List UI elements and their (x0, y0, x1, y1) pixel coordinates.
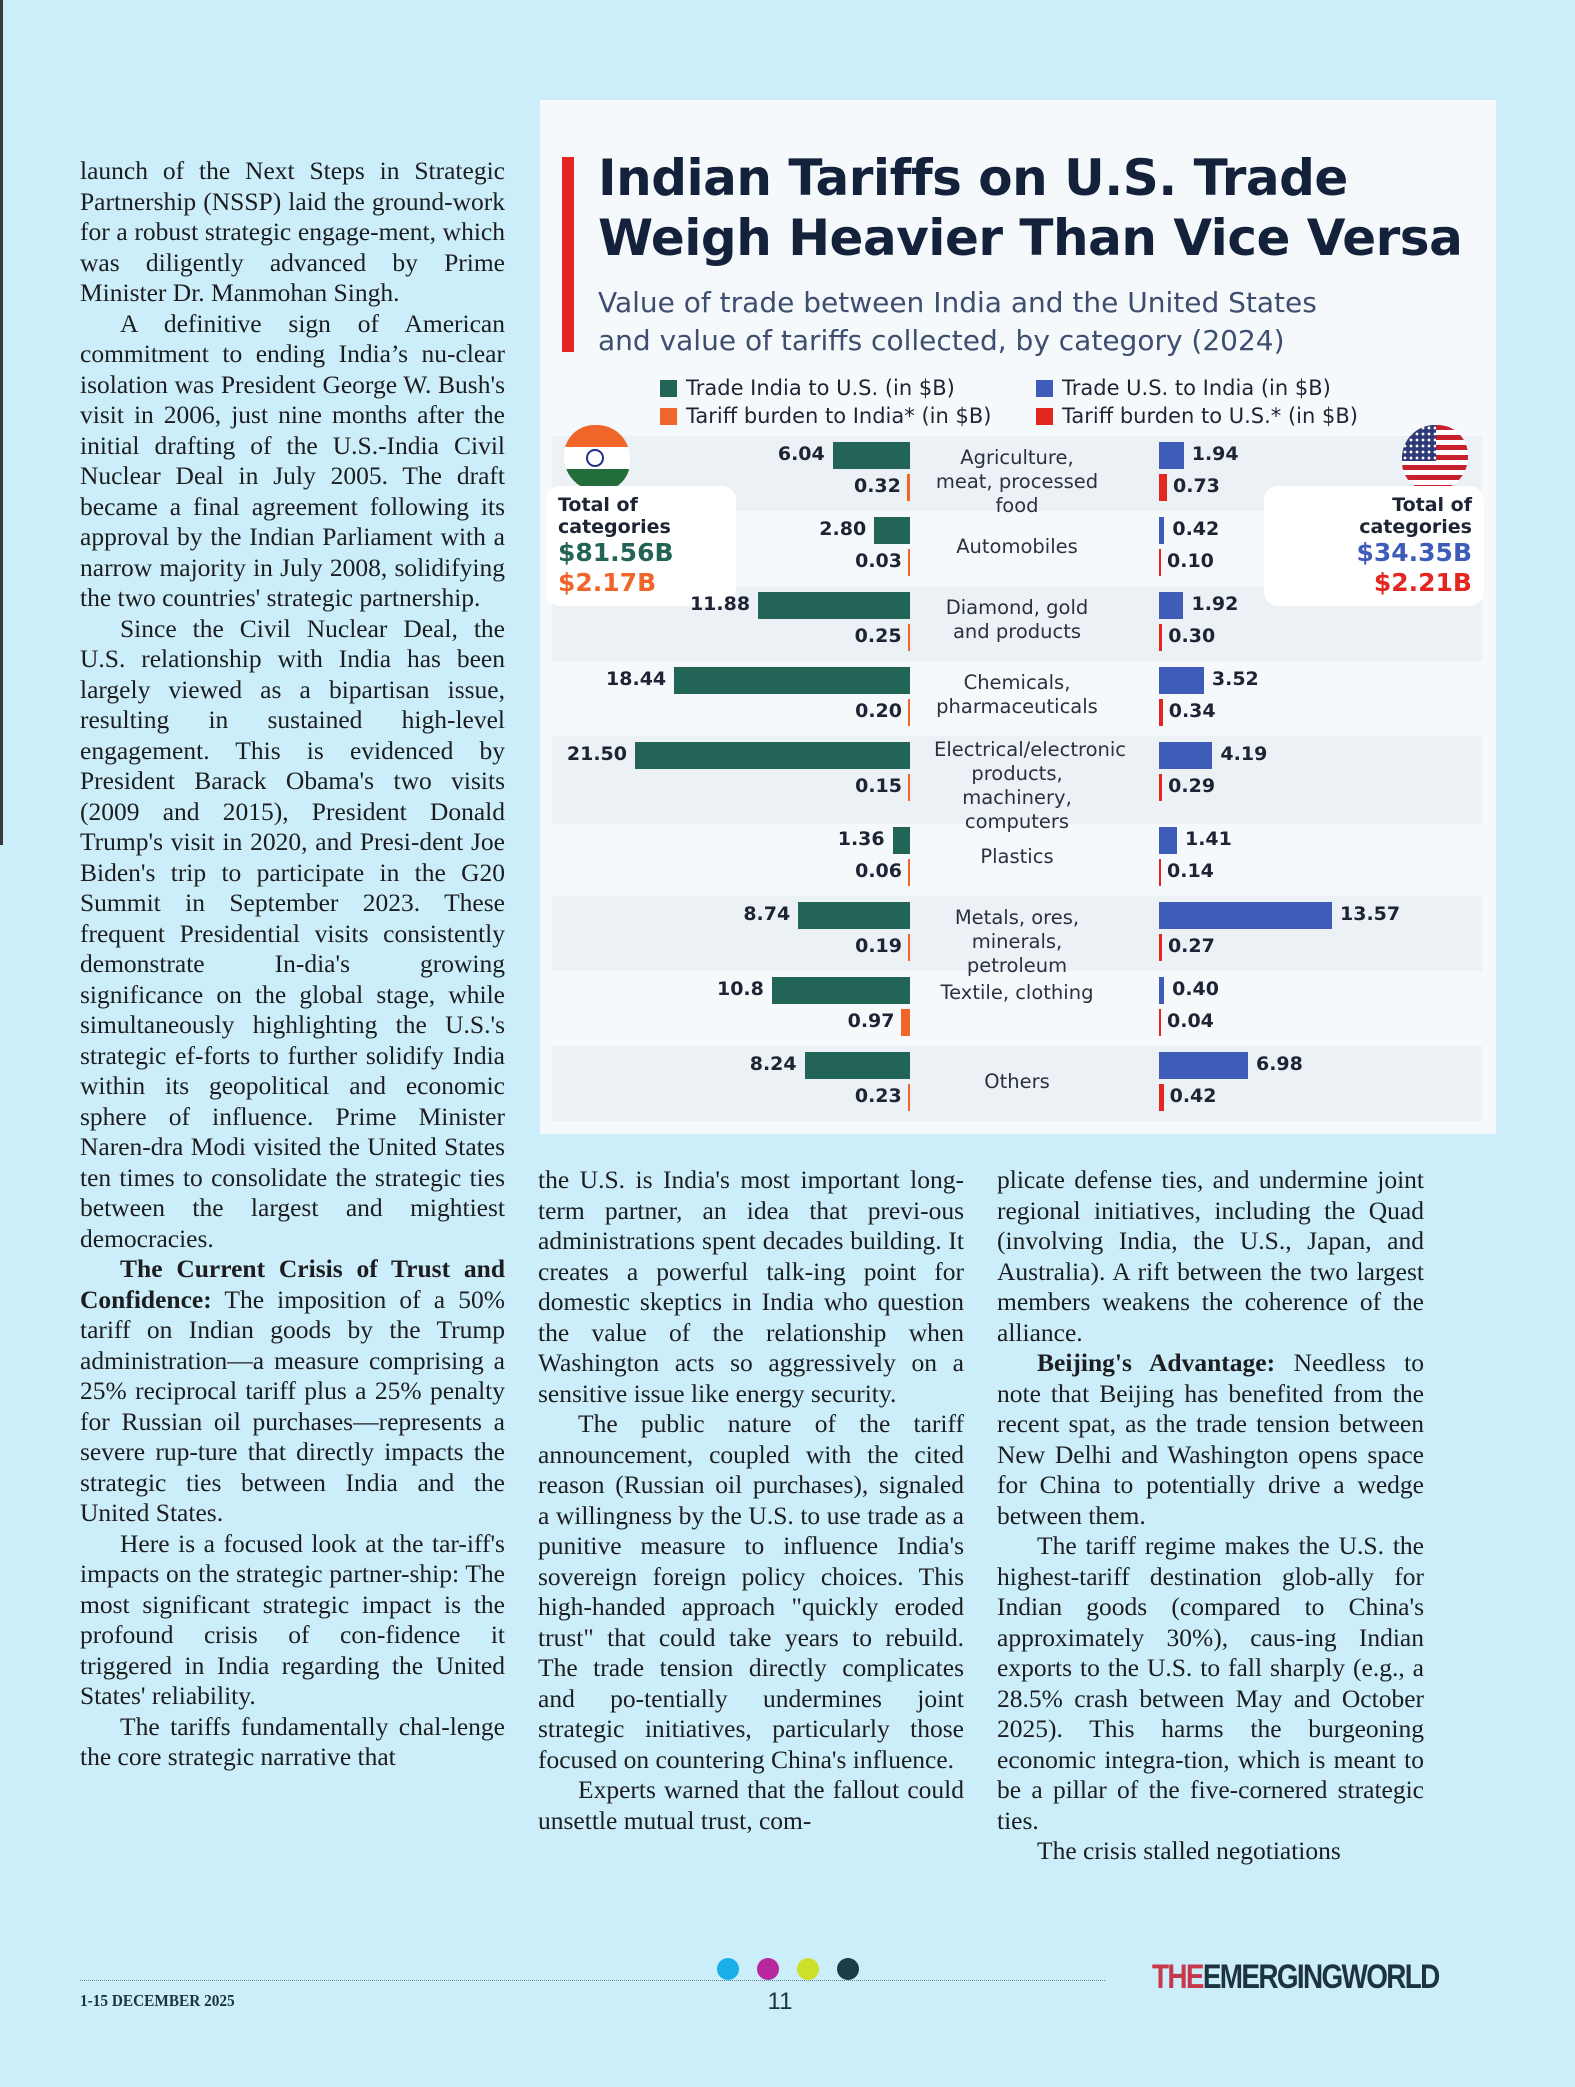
india-trade-value: 10.8 (716, 978, 764, 1000)
india-trade-bar (874, 517, 910, 544)
india-tariff-total: $2.17B (558, 568, 657, 597)
us-trade-value: 1.92 (1191, 593, 1239, 615)
chart-title: Indian Tariffs on U.S. Trade Weigh Heavier Than Vice Versa (598, 149, 1463, 267)
us-tariff-total: $2.21B (1373, 568, 1472, 597)
article-column-2 (538, 1165, 964, 1836)
india-trade-bar (772, 977, 910, 1004)
decorative-dot-icon (717, 1958, 739, 1980)
us-tariff-value: 0.14 (1167, 860, 1214, 882)
india-tariff-value: 0.20 (855, 700, 902, 722)
us-trade-bar (1159, 977, 1164, 1004)
india-trade-value: 8.74 (743, 903, 791, 925)
legend-swatch-icon (660, 408, 677, 425)
india-trade-value: 11.88 (689, 593, 751, 615)
india-tariff-value: 0.25 (854, 625, 902, 647)
category-row (540, 738, 1496, 833)
decorative-dot-icon (797, 1958, 819, 1980)
us-trade-value: 4.19 (1220, 743, 1268, 765)
us-tariff-bar (1159, 549, 1161, 576)
india-trade-value: 1.36 (837, 828, 885, 850)
category-label: Diamond, gold and products (945, 596, 1089, 643)
us-tariff-bar (1159, 474, 1167, 501)
category-row (540, 825, 1496, 900)
section-heading: The Current Crisis of Trust and Confidence: (80, 1254, 505, 1314)
us-trade-bar (1159, 517, 1164, 544)
page-edge (0, 0, 3, 845)
us-tariff-bar (1159, 774, 1162, 801)
india-trade-bar (758, 592, 910, 619)
article-paragraph: The Current Crisis of Trust and Confidence: The imposition of a 50% tariff on Indian goods by the Trump administration—a measure comprising a 25% reciprocal tariff plus a 25% penalty for Russian oil purchases—represents a severe rup-ture that directly impacts the strategic ties between India and the United States. (80, 1254, 505, 1527)
us-trade-value: 3.52 (1211, 668, 1259, 690)
india-tariff-bar (907, 474, 910, 501)
us-tariff-value: 0.29 (1168, 775, 1216, 797)
article-paragraph: the U.S. is India's most important long-term partner, an idea that previ-ous administrations spent decades building. It creates a powerful talk-ing point for domestic skeptics in India who question the value of the relationship when Washington acts so aggressively on a sensitive issue like energy security. (538, 1165, 964, 1408)
title-accent-bar (562, 157, 574, 352)
us-trade-bar (1159, 742, 1212, 769)
category-row (540, 900, 1496, 975)
legend-item (660, 404, 1036, 428)
category-label: Plastics (980, 845, 1054, 868)
article-paragraph: A definitive sign of American commitment to ending India’s nu-clear isolation was President George W. Bush's visit in 2006, just nine months after the initial drafting of the U.S.-India Civil Nuclear Deal in July 2005. The draft became a final agreement following its approval by the Indian Parliament with a narrow majority in July 2008, solidifying the two countries' strategic partnership. (80, 308, 505, 612)
us-tariff-value: 0.10 (1167, 550, 1214, 572)
us-tariff-value: 0.42 (1169, 1085, 1217, 1107)
category-row (540, 1050, 1496, 1125)
india-trade-value: 2.80 (819, 518, 867, 540)
india-trade-bar (674, 667, 910, 694)
category-row (540, 590, 1496, 665)
us-tariff-bar (1159, 699, 1163, 726)
us-trade-bar (1159, 827, 1177, 854)
section-heading: Beijing's Advantage: (1037, 1348, 1276, 1377)
brand-logo: THEEMERGINGWORLD (1152, 1958, 1439, 1996)
article-paragraph: Experts warned that the fallout could unsettle mutual trust, com- (538, 1775, 964, 1835)
india-trade-bar (635, 742, 910, 769)
category-row (540, 665, 1496, 740)
us-tariff-bar (1159, 624, 1162, 651)
us-tariff-value: 0.73 (1173, 475, 1220, 497)
decorative-dot-icon (837, 1958, 859, 1980)
article-paragraph: Since the Civil Nuclear Deal, the U.S. relationship with India has been largely viewed as a bipartisan issue, resulting in sustained high-level engagement. This is evidenced by President Barack Obama's two visits (2009 and 2015), President Donald Trump's visit in 2020, and Presi-dent Joe Biden's trip to participate in the G20 Summit in September 2023. These frequent Presidential visits consistently demonstrate In-dia's growing significance on the global stage, while simultaneously highlighting the U.S.'s strategic ef-forts to further solidify India within its geopolitical and economic sphere of influence. Prime Minister Naren-dra Modi visited the United States ten times to consolidate the strategic ties between the largest and mightiest democracies. (80, 613, 505, 1253)
article-paragraph: The tariffs fundamentally chal-lenge the core strategic narrative that (80, 1711, 505, 1771)
us-tariff-value: 0.27 (1167, 935, 1215, 957)
india-trade-bar (893, 827, 910, 854)
india-tariff-bar (908, 859, 910, 886)
page-number: 11 (767, 1988, 793, 2015)
category-label: Chemicals, pharmaceuticals (936, 671, 1098, 718)
article-paragraph: Here is a focused look at the tar-iff's impacts on the strategic partner-ship: The most significant strategic impact is the profound crisis of con-fidence it triggered in India regarding the United States' reliability. (80, 1528, 505, 1710)
us-tariff-bar (1159, 859, 1161, 886)
category-label: Metals, ores, minerals, petroleum (954, 906, 1080, 977)
legend-label: Trade U.S. to India (in $B) (1062, 376, 1331, 400)
us-trade-value: 13.57 (1340, 903, 1401, 925)
us-trade-bar (1159, 442, 1184, 469)
us-trade-bar (1159, 592, 1183, 619)
india-tariff-value: 0.15 (855, 775, 902, 797)
category-label: Textile, clothing (940, 981, 1094, 1004)
india-tariff-bar (908, 1084, 910, 1111)
us-trade-value: 1.41 (1184, 828, 1232, 850)
india-tariff-value: 0.97 (847, 1010, 895, 1032)
category-row (540, 975, 1496, 1050)
article-paragraph: The tariff regime makes the U.S. the highest-tariff destination glob-ally for Indian goods (compared to China's approximately 30%), caus-ing Indian exports to the U.S. to fall sharply (e.g., a 28.5% crash between May and October 2025). This harms the burgeoning economic integra-tion, which is meant to be a pillar of the five-cornered strategic ties. (997, 1531, 1424, 1835)
us-trade-bar (1159, 1052, 1248, 1079)
india-tariff-bar (908, 549, 910, 576)
article-paragraph: The public nature of the tariff announcement, coupled with the cited reason (Russian oil purchases), signaled a willingness by the U.S. to use trade as a punitive measure to influence India's sovereign foreign policy choices. This high-handed approach "quickly eroded trust" that could take years to rebuild. The trade tension directly complicates and po-tentially undermines joint strategic initiatives, particularly those focused on countering China's influence. (538, 1409, 964, 1774)
legend-swatch-icon (660, 380, 677, 397)
india-tariff-value: 0.32 (853, 475, 901, 497)
infographic-chart (540, 100, 1496, 1134)
india-trade-value: 8.24 (749, 1053, 797, 1075)
legend-item (660, 376, 1036, 400)
us-tariff-value: 0.30 (1168, 625, 1216, 647)
india-trade-value: 18.44 (606, 668, 667, 690)
category-label: Electrical/electronic products, machinery, computers (934, 738, 1126, 833)
footer-divider (80, 1980, 1105, 1981)
india-tariff-bar (908, 699, 910, 726)
india-trade-value: 21.50 (566, 743, 627, 765)
article-paragraph: The crisis stalled negotiations (1037, 1836, 1341, 1865)
india-tariff-bar (908, 624, 910, 651)
us-trade-value: 1.94 (1191, 443, 1239, 465)
us-tariff-value: 0.04 (1167, 1010, 1214, 1032)
category-row (540, 440, 1496, 515)
category-row (540, 515, 1496, 590)
legend-label: Tariff burden to India* (in $B) (686, 404, 992, 428)
india-trade-value: 6.04 (777, 443, 825, 465)
india-totals-card: Total of categories $81.56B $2.17B (546, 486, 736, 606)
issue-date: 1-15 DECEMBER 2025 (80, 1991, 235, 2010)
legend-label: Trade India to U.S. (in $B) (686, 376, 955, 400)
article-paragraph: plicate defense ties, and undermine joint regional initiatives, including the Quad (involving India, the U.S., Japan, and Australia). A rift between the two largest members weakens the coherence of the alliance. (997, 1165, 1424, 1347)
india-tariff-bar (908, 934, 910, 961)
article-column-1 (80, 156, 505, 1773)
article-column-3 (997, 1165, 1424, 1867)
us-trade-value: 6.98 (1255, 1053, 1303, 1075)
us-trade-total: $34.35B (1356, 538, 1472, 567)
us-trade-value: 0.42 (1172, 518, 1220, 540)
legend-item (1036, 376, 1376, 400)
article-paragraph: Beijing's Advantage: Needless to note that Beijing has benefited from the recent spat, as the trade tension between New Delhi and Washington opens space for China to potentially drive a wedge between them. (997, 1348, 1424, 1530)
category-label: Automobiles (956, 535, 1078, 558)
us-tariff-value: 0.34 (1168, 700, 1216, 722)
chart-legend (660, 376, 1420, 428)
india-tariff-value: 0.19 (855, 935, 902, 957)
article-paragraph: launch of the Next Steps in Strategic Partnership (NSSP) laid the ground-work for a robust strategic engage-ment, which was diligently advanced by Prime Minister Dr. Manmohan Singh. (80, 156, 505, 307)
us-trade-bar (1159, 667, 1204, 694)
legend-swatch-icon (1036, 408, 1053, 425)
legend-swatch-icon (1036, 380, 1053, 397)
india-trade-bar (798, 902, 910, 929)
legend-label: Tariff burden to U.S.* (in $B) (1062, 404, 1358, 428)
us-totals-card: Total of categories $34.35B $2.21B (1264, 486, 1484, 606)
india-trade-bar (833, 442, 910, 469)
india-tariff-bar (901, 1009, 911, 1036)
decorative-dot-icon (757, 1958, 779, 1980)
chart-subtitle: Value of trade between India and the United States and value of tariffs collected, by category (2024) (598, 286, 1317, 357)
india-tariff-value: 0.23 (854, 1085, 902, 1107)
india-tariff-value: 0.03 (855, 550, 902, 572)
us-tariff-bar (1159, 1009, 1161, 1036)
us-trade-value: 0.40 (1172, 978, 1219, 1000)
us-tariff-bar (1159, 934, 1162, 961)
india-tariff-bar (908, 774, 910, 801)
category-label: Others (984, 1070, 1050, 1093)
india-tariff-value: 0.06 (855, 860, 902, 882)
india-trade-total: $81.56B (558, 538, 674, 567)
us-trade-bar (1159, 902, 1332, 929)
category-label: Agriculture, meat, processed food (935, 446, 1099, 517)
us-tariff-bar (1159, 1084, 1164, 1111)
india-trade-bar (805, 1052, 910, 1079)
legend-item (1036, 404, 1376, 428)
